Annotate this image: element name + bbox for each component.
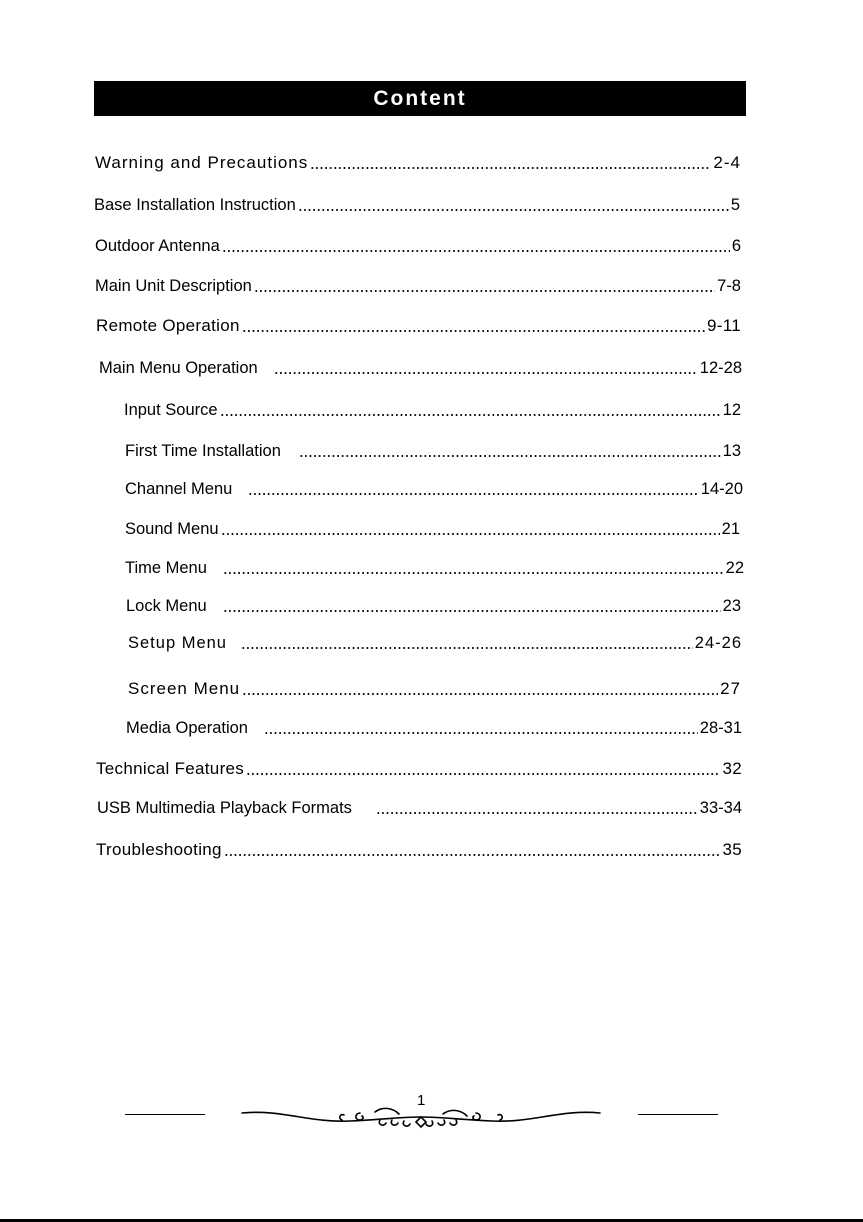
toc-entry-label: Media Operation (126, 718, 248, 737)
toc-entry-channel-menu[interactable] (125, 477, 743, 499)
toc-entry-label: Warning and Precautions (95, 153, 309, 172)
toc-entry-page: 21 (721, 519, 740, 538)
toc-entry-media-operation[interactable] (126, 716, 742, 738)
toc-entry-warning-and-precautions[interactable] (95, 151, 741, 173)
toc-entry-label: Main Menu Operation (99, 358, 258, 377)
dot-leader (242, 316, 705, 333)
toc-entry-label: Channel Menu (125, 479, 233, 498)
dot-leader (298, 195, 729, 212)
toc-entry-page: 35 (722, 840, 742, 859)
toc-entry-page: 27 (720, 679, 741, 698)
toc-entry-page: 23 (722, 596, 741, 615)
toc-entry-remote-operation[interactable] (96, 314, 741, 336)
toc-entry-page: 12-28 (699, 358, 742, 377)
toc-entry-page: 6 (731, 236, 741, 255)
dot-leader (310, 153, 711, 170)
dot-leader (222, 236, 730, 253)
dot-leader (274, 358, 698, 375)
dot-leader (242, 679, 718, 696)
toc-entry-main-unit-description[interactable] (95, 274, 741, 296)
dot-leader (241, 633, 693, 650)
dot-leader (246, 759, 720, 776)
dot-leader (254, 276, 715, 293)
toc-entry-base-installation-instruction[interactable] (94, 193, 740, 215)
toc-entry-page: 14-20 (700, 479, 743, 498)
toc-entry-input-source[interactable] (124, 398, 741, 420)
toc-entry-label: First Time Installation (125, 441, 281, 460)
toc-entry-page: 13 (722, 441, 741, 460)
toc-entry-label: Sound Menu (125, 519, 219, 538)
toc-entry-page: 24-26 (694, 633, 742, 652)
toc-entry-label: Screen Menu (128, 679, 241, 698)
toc-entry-troubleshooting[interactable] (96, 838, 742, 860)
toc-entry-technical-features[interactable] (96, 757, 742, 779)
dot-leader (223, 596, 721, 613)
toc-entry-label: Base Installation Instruction (94, 195, 296, 214)
flourish-ornament-icon (240, 1103, 602, 1129)
toc-entry-setup-menu[interactable] (128, 631, 742, 653)
toc-entry-label: Time Menu (125, 558, 207, 577)
dot-leader (376, 798, 698, 815)
toc-entry-page: 28-31 (699, 718, 742, 737)
toc-entry-page: 2-4 (713, 153, 741, 172)
toc-entry-label: Setup Menu (128, 633, 227, 652)
toc-entry-usb-multimedia-playback-formats[interactable] (97, 796, 742, 818)
toc-entry-label: Troubleshooting (96, 840, 222, 859)
toc-entry-label: Outdoor Antenna (95, 236, 220, 255)
dot-leader (264, 718, 698, 735)
toc-entry-page: 5 (730, 195, 740, 214)
toc-entry-label: Main Unit Description (95, 276, 252, 295)
toc-entry-page: 9-11 (707, 316, 741, 335)
page-title (94, 81, 746, 116)
toc-entry-label: USB Multimedia Playback Formats (97, 798, 352, 817)
toc-entry-outdoor-antenna[interactable] (95, 234, 741, 256)
dot-leader (220, 400, 721, 417)
toc-entry-page: 32 (722, 759, 742, 778)
toc-entry-page: 12 (722, 400, 741, 419)
dot-leader (223, 558, 724, 575)
toc-entry-screen-menu[interactable] (128, 677, 741, 699)
toc-entry-label: Lock Menu (126, 596, 207, 615)
toc-entry-page: 7-8 (717, 276, 741, 295)
toc-entry-time-menu[interactable] (125, 556, 744, 578)
toc-entry-page: 33-34 (699, 798, 742, 817)
page-number: 1 (417, 1092, 426, 1109)
dot-leader (221, 519, 720, 536)
dot-leader (224, 840, 721, 857)
toc-entry-label: Technical Features (96, 759, 245, 778)
toc-entry-label: Input Source (124, 400, 218, 419)
toc-entry-main-menu-operation[interactable] (99, 356, 742, 378)
toc-entry-lock-menu[interactable] (126, 594, 741, 616)
toc-entry-sound-menu[interactable] (125, 517, 740, 539)
dot-leader (299, 441, 721, 458)
footer-rule-left (125, 1114, 205, 1115)
dot-leader (248, 479, 698, 496)
footer-rule-right (638, 1114, 718, 1115)
toc-entry-page: 22 (725, 558, 744, 577)
page-title-text: Content (373, 86, 467, 110)
toc-entry-first-time-installation[interactable] (125, 439, 741, 461)
toc-entry-label: Remote Operation (96, 316, 240, 335)
